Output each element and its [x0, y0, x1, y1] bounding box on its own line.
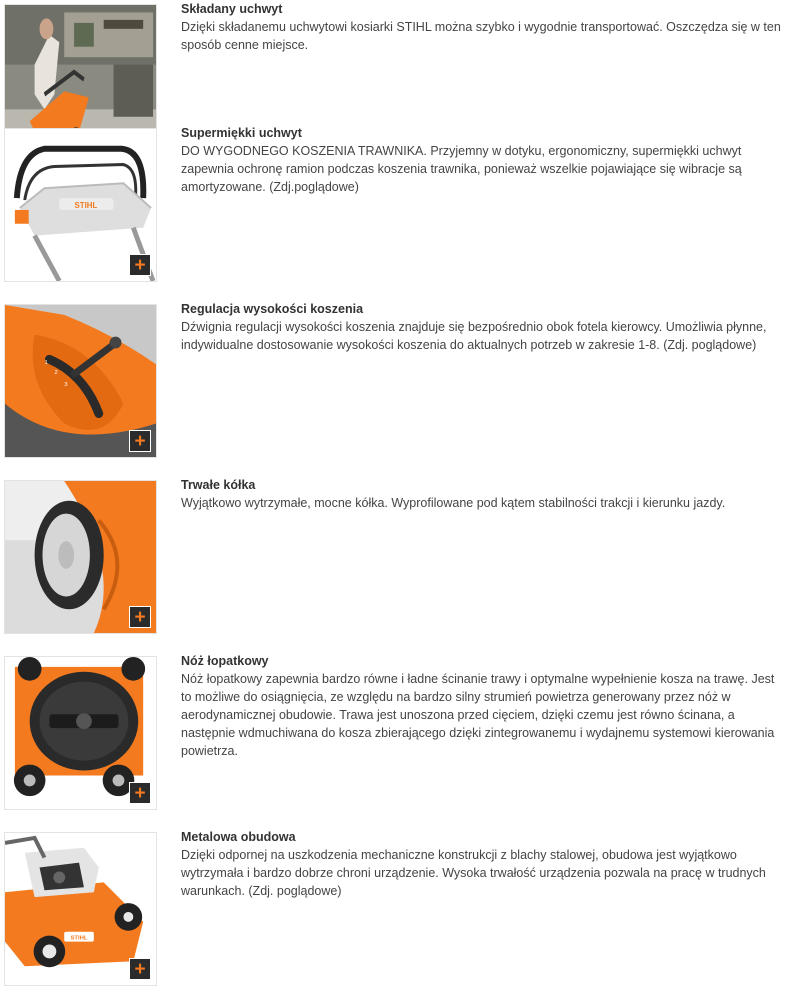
feature-item-blade [4, 656, 792, 810]
feature-text [181, 656, 783, 760]
svg-text:3: 3 [64, 381, 68, 388]
feature-item-soft-handle [4, 128, 792, 282]
feature-title: Metalowa obudowa [181, 830, 296, 844]
feature-item-wheels [4, 480, 792, 634]
feature-text [181, 128, 783, 196]
feature-text [181, 4, 783, 54]
expand-plus-icon[interactable]: + [129, 254, 151, 276]
metal-deck-photo[interactable] [4, 832, 157, 986]
feature-title: Trwałe kółka [181, 478, 256, 492]
feature-text [181, 832, 783, 900]
soft-handle-photo[interactable] [4, 128, 157, 282]
feature-description: Nóż łopatkowy zapewnia bardzo równe i ładne ścinanie trawy i optymalne wypełnienie kosza na trawę. Jest to możliwe do osiągnięcia, ze względu na bardzo silny strumień powietrza generowany przez nóż w aerodynamicznej obudowie. Trawa jest unoszona przed cięciem, dzięki czemu jest równo ścinana, a następnie wdmuchiwana do kosza zbierającego dzięki zintegrowanemu i wydajnemu systemowi kierowania powietrza. [181, 672, 775, 758]
feature-title: Regulacja wysokości koszenia [181, 302, 364, 316]
feature-description: DO WYGODNEGO KOSZENIA TRAWNIKA. Przyjemny w dotyku, ergonomiczny, supermiękki uchwyt zapewnia ochronę ramion podczas koszenia trawnika, ponieważ wszelkie pojawiające się wibracje są amortyzowane. (Zdj.poglądowe) [181, 144, 742, 194]
feature-description: Dzięki odpornej na uszkodzenia mechaniczne konstrukcji z blachy stalowej, obudowa jest wyjątkowo wytrzymała i bardzo dobrze chroni urządzenie. Wysoka trwałość urządzenia pozwala na pracę w trudnych warunkach. (Zdj. poglądowe) [181, 848, 766, 898]
expand-plus-icon[interactable]: + [129, 606, 151, 628]
stihl-logo-icon: STIHL [70, 935, 88, 942]
feature-title: Supermiękki uchwyt [181, 126, 302, 140]
feature-description: Dźwignia regulacji wysokości koszenia znajduje się bezpośrednio obok fotela kierowcy. Umożliwia płynne, indywidualne dostosowanie wysokości koszenia do aktualnych potrzeb w zakresie 1-8. (Zdj. poglądowe) [181, 320, 767, 352]
expand-plus-icon[interactable]: + [129, 430, 151, 452]
expand-plus-icon[interactable]: + [129, 958, 151, 980]
blade-underside-photo[interactable] [4, 656, 157, 810]
feature-description: Dzięki składanemu uchwytowi kosiarki STIHL można szybko i wygodnie transportować. Oszczędza się w ten sposób cenne miejsce. [181, 20, 781, 52]
feature-title: Nóż łopatkowy [181, 654, 269, 668]
feature-item-height-adjust [4, 304, 792, 458]
feature-text [181, 304, 783, 354]
feature-title: Składany uchwyt [181, 2, 283, 16]
height-adjust-lever-photo[interactable] [4, 304, 157, 458]
stihl-logo-icon: STIHL [74, 200, 98, 210]
expand-plus-icon[interactable]: + [129, 782, 151, 804]
svg-text:2: 2 [54, 370, 58, 377]
svg-text:1: 1 [44, 360, 48, 367]
feature-item-metal-deck [4, 832, 792, 986]
feature-description: Wyjątkowo wytrzymałe, mocne kółka. Wyprofilowane pod kątem stabilności trakcji i kierunku jazdy. [181, 496, 726, 510]
feature-text [181, 480, 783, 512]
wheel-photo[interactable] [4, 480, 157, 634]
